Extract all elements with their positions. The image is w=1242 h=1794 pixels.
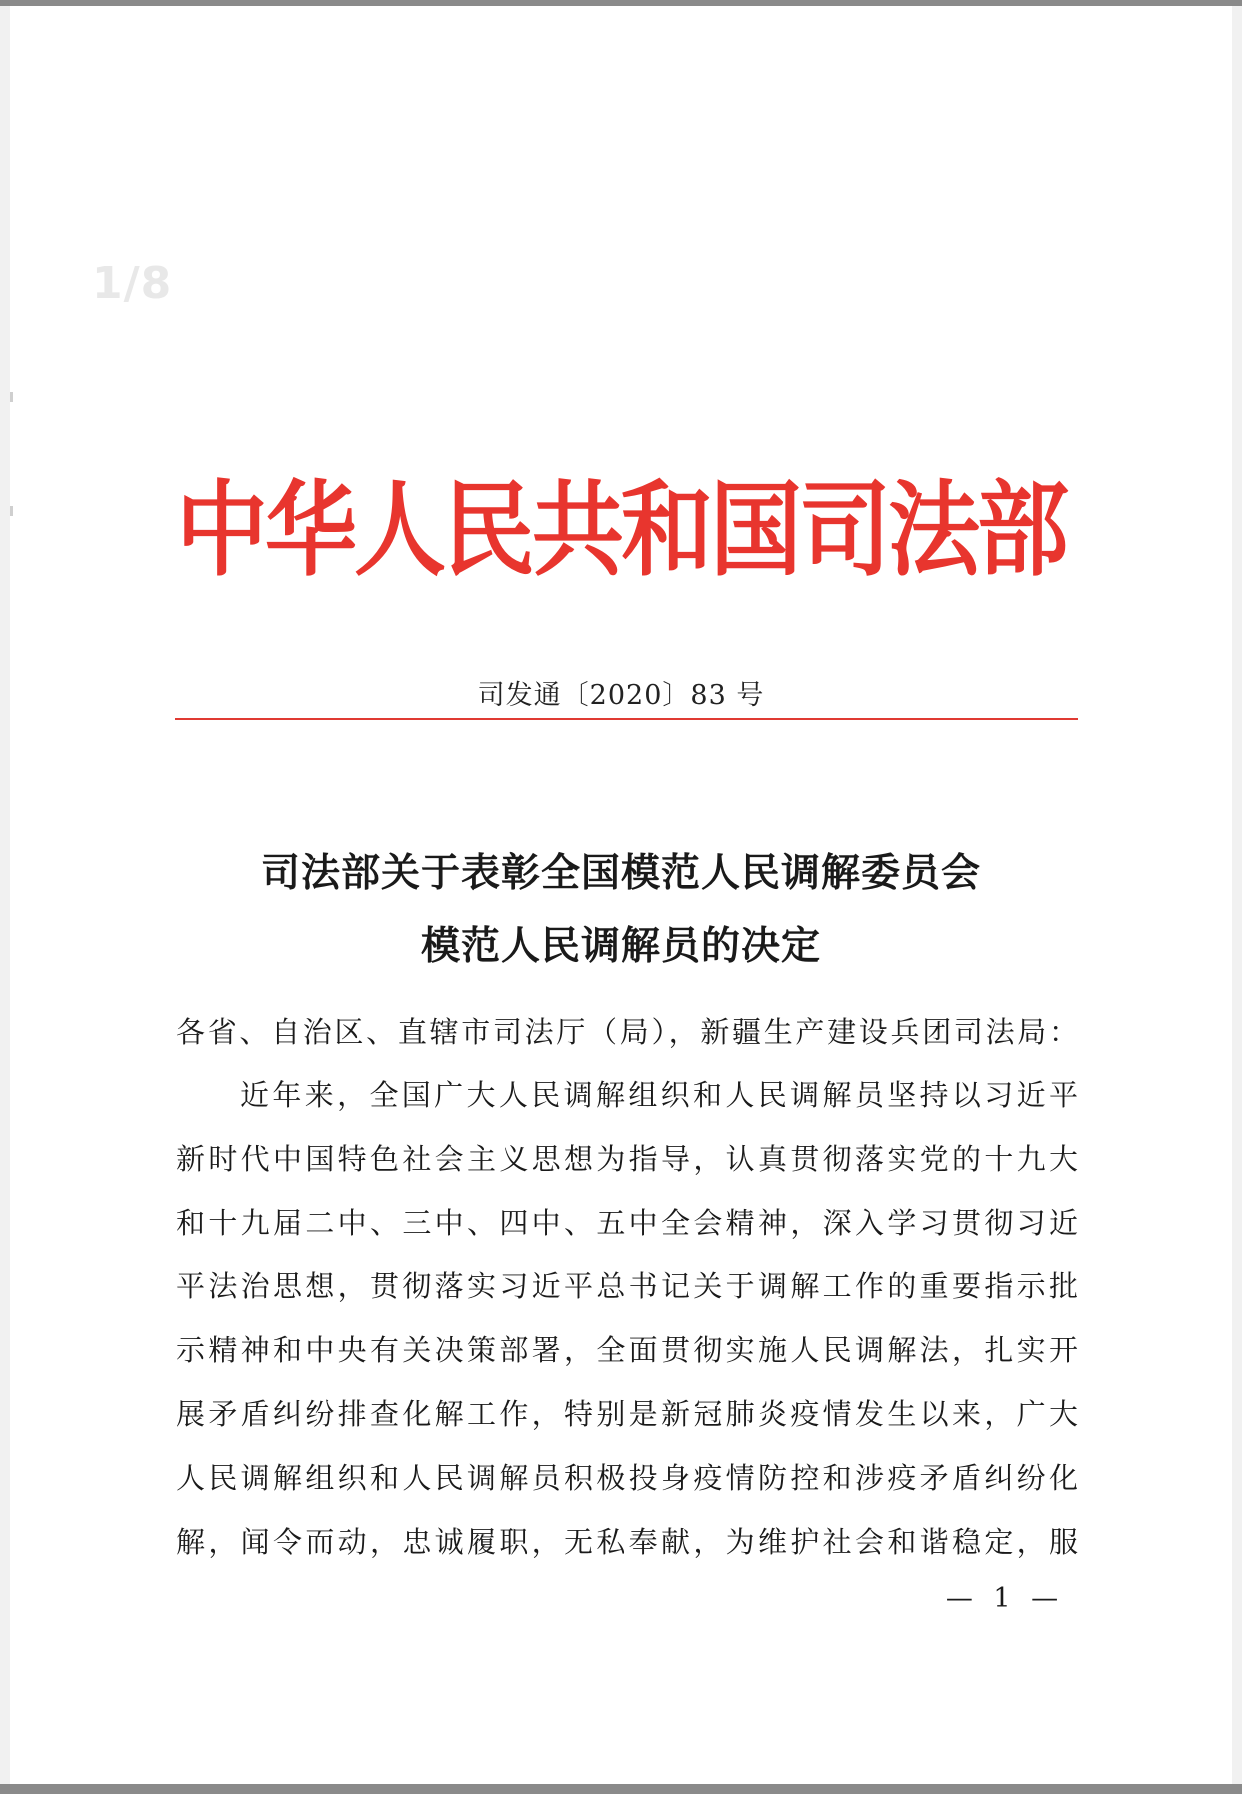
body-line: 近年来，全国广大人民调解组织和人民调解员坚持以习近平 xyxy=(240,1078,1078,1112)
issuer-masthead: 中华人民共和国司法部 xyxy=(175,470,1066,591)
body-line: 示精神和中央有关决策部署，全面贯彻实施人民调解法，扎实开 xyxy=(176,1333,1078,1367)
document-number: 司发通〔2020〕83 号 xyxy=(477,680,765,711)
body-line: 解，闻令而动，忠诚履职，无私奉献，为维护社会和谐稳定，服 xyxy=(176,1525,1078,1559)
body-line: 人民调解组织和人民调解员积极投身疫情防控和涉疫矛盾纠纷化 xyxy=(176,1461,1078,1495)
body-line: 新时代中国特色社会主义思想为指导，认真贯彻落实党的十九大 xyxy=(176,1142,1078,1176)
page-number: — 1 — xyxy=(945,1583,1065,1614)
salutation: 各省、自治区、直辖市司法厅（局），新疆生产建设兵团司法局： xyxy=(176,1015,1078,1049)
body-line: 和十九届二中、三中、四中、五中全会精神，深入学习贯彻习近 xyxy=(176,1206,1078,1240)
document-title-line: 模范人民调解员的决定 xyxy=(420,924,821,969)
body-line: 平法治思想，贯彻落实习近平总书记关于调解工作的重要指示批 xyxy=(176,1269,1078,1303)
red-separator-line xyxy=(175,718,1078,720)
document-title-line: 司法部关于表彰全国模范人民调解委员会 xyxy=(260,851,981,896)
scan-speck xyxy=(10,392,13,402)
body-line: 展矛盾纠纷排查化解工作，特别是新冠肺炎疫情发生以来，广大 xyxy=(176,1397,1078,1431)
page-indicator: 1/8 xyxy=(92,258,173,309)
viewer-bottom-edge xyxy=(0,1784,1242,1794)
